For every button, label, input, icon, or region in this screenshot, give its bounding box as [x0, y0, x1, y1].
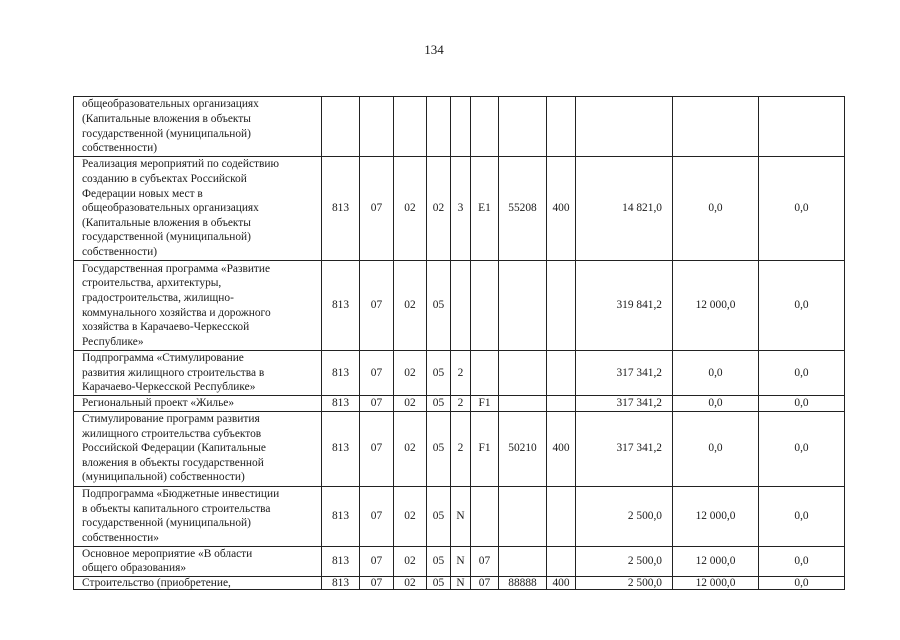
amount-year-2 [673, 97, 759, 157]
target-code-program: 05 [427, 411, 451, 486]
target-code-direction [499, 486, 547, 546]
target-code-project: F1 [471, 396, 499, 412]
section-code: 07 [360, 576, 394, 589]
amount-year-2: 0,0 [673, 157, 759, 261]
target-code-project: 07 [471, 576, 499, 589]
target-code-subprogram: 2 [451, 411, 471, 486]
target-code-subprogram: 3 [451, 157, 471, 261]
target-code-subprogram: 2 [451, 396, 471, 412]
ved-code: 813 [322, 157, 360, 261]
amount-year-3: 0,0 [759, 351, 845, 396]
table-row [74, 396, 845, 412]
target-code-program: 05 [427, 396, 451, 412]
amount-year-3: 0,0 [759, 546, 845, 576]
subsection-code: 02 [394, 546, 427, 576]
expense-type-code: 400 [547, 157, 576, 261]
table-row [74, 546, 845, 576]
section-code: 07 [360, 351, 394, 396]
target-code-direction [499, 396, 547, 412]
expense-type-code [547, 261, 576, 351]
ved-code: 813 [322, 576, 360, 589]
target-code-program: 02 [427, 157, 451, 261]
section-code [360, 97, 394, 157]
expense-type-code [547, 486, 576, 546]
expense-type-code [547, 546, 576, 576]
subsection-code [394, 97, 427, 157]
section-code: 07 [360, 261, 394, 351]
ved-code: 813 [322, 546, 360, 576]
table-row [74, 351, 845, 396]
amount-year-1: 319 841,2 [576, 261, 673, 351]
amount-year-2: 12 000,0 [673, 576, 759, 589]
target-code-program: 05 [427, 351, 451, 396]
amount-year-2: 12 000,0 [673, 486, 759, 546]
target-code-subprogram: N [451, 546, 471, 576]
page-number: 134 [424, 42, 444, 57]
target-code-project [471, 486, 499, 546]
target-code-project: 07 [471, 546, 499, 576]
expense-type-code: 400 [547, 411, 576, 486]
target-code-program: 05 [427, 546, 451, 576]
target-code-direction [499, 261, 547, 351]
amount-year-1: 14 821,0 [576, 157, 673, 261]
table-row [74, 486, 845, 546]
section-code: 07 [360, 411, 394, 486]
amount-year-1: 317 341,2 [576, 396, 673, 412]
table-row [74, 97, 845, 157]
row-name: Строительство (приобретение, [74, 576, 322, 589]
amount-year-1: 317 341,2 [576, 351, 673, 396]
amount-year-3: 0,0 [759, 576, 845, 589]
amount-year-3 [759, 97, 845, 157]
ved-code: 813 [322, 486, 360, 546]
expense-type-code [547, 351, 576, 396]
row-name: Основное мероприятие «В области общего образования» [74, 546, 322, 576]
subsection-code: 02 [394, 486, 427, 546]
table-row [74, 157, 845, 261]
target-code-direction [499, 351, 547, 396]
amount-year-2: 0,0 [673, 396, 759, 412]
amount-year-1: 2 500,0 [576, 576, 673, 589]
amount-year-3: 0,0 [759, 396, 845, 412]
amount-year-3: 0,0 [759, 411, 845, 486]
amount-year-1: 317 341,2 [576, 411, 673, 486]
target-code-direction: 55208 [499, 157, 547, 261]
row-name: Государственная программа «Развитие строительства, архитектуры, градостроительства, жилищно- коммунального хозяйства и дорожного хозяйства в Карачаево-Черкесской Республике» [74, 261, 322, 351]
target-code-subprogram [451, 261, 471, 351]
section-code: 07 [360, 157, 394, 261]
amount-year-2: 12 000,0 [673, 546, 759, 576]
expense-type-code [547, 396, 576, 412]
budget-table [73, 96, 845, 590]
amount-year-2: 0,0 [673, 351, 759, 396]
target-code-subprogram: N [451, 486, 471, 546]
target-code-project: F1 [471, 411, 499, 486]
section-code: 07 [360, 546, 394, 576]
target-code-direction [499, 546, 547, 576]
target-code-program [427, 97, 451, 157]
target-code-direction: 88888 [499, 576, 547, 589]
row-name: Реализация мероприятий по содействию созданию в субъектах Российской Федерации новых мест в общеобразовательных организациях (Капитальные вложения в объекты государственной (муниципальной) собственности) [74, 157, 322, 261]
target-code-project [471, 97, 499, 157]
table-row [74, 576, 845, 589]
target-code-subprogram: 2 [451, 351, 471, 396]
ved-code: 813 [322, 396, 360, 412]
target-code-subprogram: N [451, 576, 471, 589]
amount-year-1: 2 500,0 [576, 486, 673, 546]
target-code-program: 05 [427, 576, 451, 589]
expense-type-code [547, 97, 576, 157]
amount-year-3: 0,0 [759, 157, 845, 261]
subsection-code: 02 [394, 261, 427, 351]
row-name: Стимулирование программ развития жилищного строительства субъектов Российской Федерации (Капитальные вложения в объекты государственной (муниципальной) собственности) [74, 411, 322, 486]
row-name: общеобразовательных организациях (Капитальные вложения в объекты государственной (муниципальной) собственности) [74, 97, 322, 157]
target-code-project [471, 261, 499, 351]
ved-code [322, 97, 360, 157]
target-code-program: 05 [427, 261, 451, 351]
target-code-project: E1 [471, 157, 499, 261]
subsection-code: 02 [394, 411, 427, 486]
target-code-project [471, 351, 499, 396]
section-code: 07 [360, 486, 394, 546]
target-code-direction [499, 97, 547, 157]
subsection-code: 02 [394, 157, 427, 261]
table-row [74, 261, 845, 351]
target-code-subprogram [451, 97, 471, 157]
target-code-direction: 50210 [499, 411, 547, 486]
subsection-code: 02 [394, 351, 427, 396]
amount-year-2: 12 000,0 [673, 261, 759, 351]
row-name: Региональный проект «Жилье» [74, 396, 322, 412]
expense-type-code: 400 [547, 576, 576, 589]
table-row [74, 411, 845, 486]
ved-code: 813 [322, 411, 360, 486]
row-name: Подпрограмма «Стимулирование развития жилищного строительства в Карачаево-Черкесской Республике» [74, 351, 322, 396]
amount-year-2: 0,0 [673, 411, 759, 486]
section-code: 07 [360, 396, 394, 412]
row-name: Подпрограмма «Бюджетные инвестиции в объекты капитального строительства государственной (муниципальной) собственности» [74, 486, 322, 546]
target-code-program: 05 [427, 486, 451, 546]
amount-year-1: 2 500,0 [576, 546, 673, 576]
subsection-code: 02 [394, 396, 427, 412]
amount-year-3: 0,0 [759, 261, 845, 351]
ved-code: 813 [322, 261, 360, 351]
amount-year-3: 0,0 [759, 486, 845, 546]
subsection-code: 02 [394, 576, 427, 589]
ved-code: 813 [322, 351, 360, 396]
amount-year-1 [576, 97, 673, 157]
